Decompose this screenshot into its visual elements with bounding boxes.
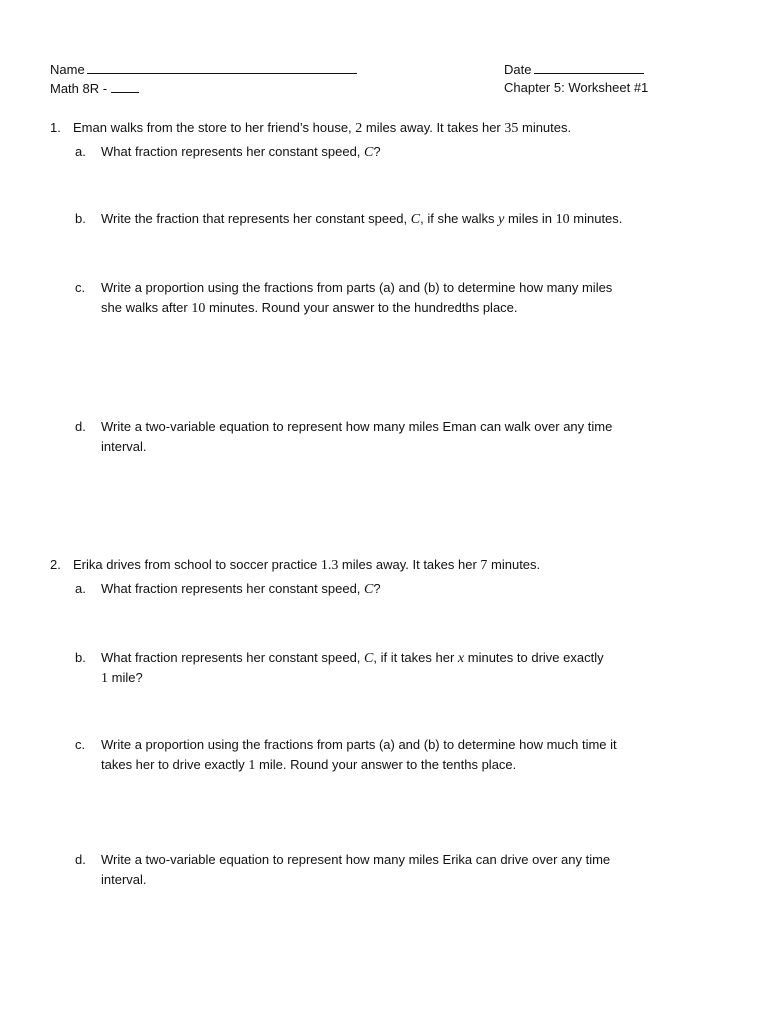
problem-2d-line-2: interval. [101, 872, 147, 887]
problem-2c-line-1: Write a proportion using the fractions from parts (a) and (b) to determine how much time it [101, 737, 617, 752]
problem-1c-letter: c. [75, 280, 86, 295]
problem-1d-letter: d. [75, 419, 86, 434]
problem-1c-line-1: Write a proportion using the fractions from parts (a) and (b) to determine how many miles [101, 280, 613, 295]
problem-2c-letter: c. [75, 737, 86, 752]
name-label: Name [50, 62, 85, 77]
problem-2-number: 2. [50, 557, 61, 572]
problem-2b-line-2: 1 mile? [101, 670, 143, 686]
problem-2c-line-2: takes her to drive exactly 1 mile. Round your answer to the tenths place. [101, 757, 517, 773]
problem-2a-text: What fraction represents her constant speed, C? [101, 581, 381, 597]
name-blank[interactable] [87, 60, 357, 74]
problem-1b-letter: b. [75, 211, 86, 226]
name-field[interactable] [50, 60, 357, 79]
problem-1d-line-1: Write a two-variable equation to represent how many miles Eman can walk over any time [101, 419, 613, 434]
class-blank[interactable] [111, 79, 139, 93]
problem-2a-letter: a. [75, 581, 86, 596]
class-field[interactable] [50, 79, 139, 98]
class-label: Math 8R - [50, 81, 108, 96]
date-blank[interactable] [534, 60, 644, 74]
problem-2d-line-1: Write a two-variable equation to represent how many miles Erika can drive over any time [101, 852, 611, 867]
problem-1-number: 1. [50, 120, 61, 135]
problem-1b-text: Write the fraction that represents her constant speed, C, if she walks y miles in 10 minutes. [101, 211, 623, 227]
date-label: Date [504, 62, 532, 77]
chapter-label: Chapter 5: Worksheet #1 [504, 80, 649, 95]
problem-2d-letter: d. [75, 852, 86, 867]
problem-1d-line-2: interval. [101, 439, 147, 454]
problem-1-intro: Eman walks from the store to her friend’s house, 2 miles away. It takes her 35 minutes. [73, 120, 572, 136]
problem-1a-letter: a. [75, 144, 86, 159]
problem-2b-letter: b. [75, 650, 86, 665]
problem-2b-line-1: What fraction represents her constant speed, C, if it takes her x minutes to drive exactly [101, 650, 604, 666]
date-field[interactable] [504, 60, 644, 79]
problem-1a-text: What fraction represents her constant speed, C? [101, 144, 381, 160]
problem-1c-line-2: she walks after 10 minutes. Round your answer to the hundredths place. [101, 300, 518, 316]
problem-2-intro: Erika drives from school to soccer practice 1.3 miles away. It takes her 7 minutes. [73, 557, 541, 573]
